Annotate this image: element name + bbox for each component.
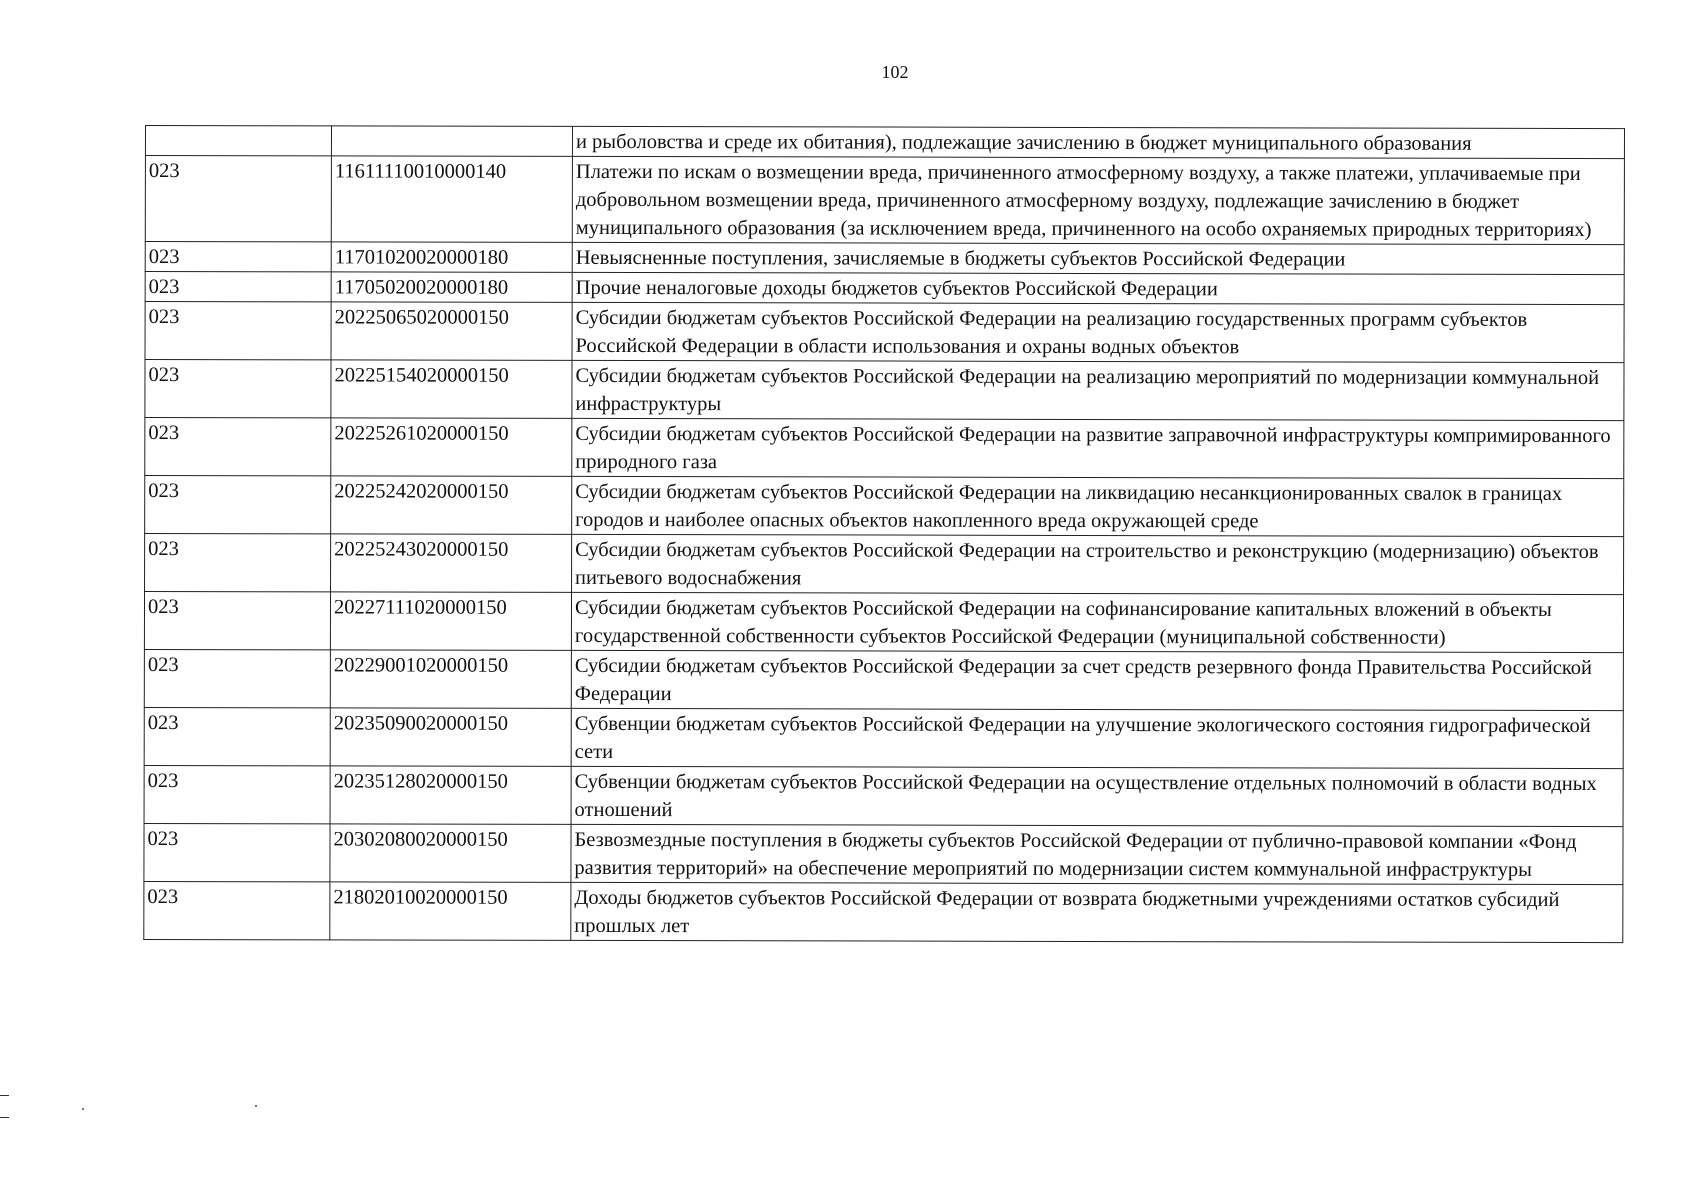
income-name-cell: Субсидии бюджетам субъектов Российской Федерации на ликвидацию несанкционированных свалок в границах городов и наиболее опасных объектов накопленного вреда окружающей среде bbox=[572, 476, 1624, 536]
income-name-cell: Субсидии бюджетам субъектов Российской Федерации на строительство и реконструкцию (модернизацию) объектов питьевого водоснабжения bbox=[572, 534, 1624, 594]
table-row bbox=[145, 360, 1624, 421]
budget-code-cell: 11701020020000180 bbox=[331, 242, 572, 273]
admin-code-cell: 023 bbox=[145, 242, 331, 272]
budget-code-cell: 20229001020000150 bbox=[330, 650, 571, 709]
budget-code-cell: 20235128020000150 bbox=[330, 766, 571, 825]
budget-code-cell: 11611110010000140 bbox=[331, 156, 572, 243]
admin-code-cell: 023 bbox=[144, 707, 330, 765]
budget-code-cell: 20225065020000150 bbox=[331, 302, 572, 361]
income-name-cell: Субсидии бюджетам субъектов Российской Федерации за счет средств резервного фонда Правительства Российской Федерации bbox=[571, 650, 1623, 710]
budget-code-cell: 20225243020000150 bbox=[331, 534, 572, 593]
table-row bbox=[145, 156, 1624, 245]
table-row bbox=[145, 418, 1624, 479]
budget-code-cell bbox=[331, 126, 572, 157]
budget-code-cell: 20227111020000150 bbox=[330, 592, 571, 651]
income-name-cell: Субсидии бюджетам субъектов Российской Федерации на реализацию мероприятий по модернизации коммунальной инфраструктуры bbox=[572, 360, 1624, 420]
admin-code-cell: 023 bbox=[145, 156, 331, 242]
income-name-cell: Платежи по искам о возмещении вреда, причиненного атмосферному воздуху, а также платежи, уплачиваемые при добровольном возмещении вреда, причиненного атмосферному воздуху, подлежащие зачислению в бюджет муниципального образования (за исключением вреда, причиненного на особо охраняемых природных территориях) bbox=[572, 156, 1624, 244]
income-name-cell: Субсидии бюджетам субъектов Российской Федерации на софинансирование капитальных вложений в объекты государственной собственности субъектов Российской Федерации (муниципальной собственности) bbox=[571, 592, 1623, 652]
admin-code-cell bbox=[145, 126, 331, 156]
income-name-cell: Субсидии бюджетам субъектов Российской Федерации на развитие заправочной инфраструктуры компримированного природного газа bbox=[572, 418, 1624, 478]
table-row bbox=[144, 649, 1623, 710]
table-row bbox=[144, 881, 1623, 942]
table-row bbox=[145, 272, 1624, 305]
scan-speck bbox=[82, 1108, 84, 1110]
income-name-cell: Доходы бюджетов субъектов Российской Федерации от возврата бюджетными учреждениями остатков субсидий прошлых лет bbox=[571, 882, 1623, 942]
scan-margin-mark bbox=[0, 1117, 9, 1118]
admin-code-cell: 023 bbox=[144, 649, 330, 707]
admin-code-cell: 023 bbox=[145, 302, 331, 360]
page-number: 102 bbox=[881, 62, 909, 82]
table-body bbox=[144, 126, 1625, 943]
admin-code-cell: 023 bbox=[144, 765, 330, 823]
income-name-cell: Невыясненные поступления, зачисляемые в бюджеты субъектов Российской Федерации bbox=[572, 242, 1624, 274]
table-row bbox=[145, 126, 1624, 159]
admin-code-cell: 023 bbox=[144, 881, 330, 939]
table-row bbox=[144, 592, 1623, 653]
table-row bbox=[145, 242, 1624, 275]
table-row bbox=[144, 765, 1623, 826]
budget-code-cell: 11705020020000180 bbox=[331, 272, 572, 303]
admin-code-cell: 023 bbox=[145, 272, 331, 302]
scan-margin-mark bbox=[0, 1095, 9, 1096]
admin-code-cell: 023 bbox=[145, 534, 331, 592]
budget-code-cell: 20302080020000150 bbox=[330, 824, 571, 883]
scan-speck bbox=[255, 1105, 257, 1107]
budget-code-cell: 20225154020000150 bbox=[331, 360, 572, 419]
income-name-cell: Безвозмездные поступления в бюджеты субъектов Российской Федерации от публично-правовой компании «Фонд развития территорий» на обеспечение мероприятий по модернизации систем коммунальной инфраструктуры bbox=[571, 824, 1623, 884]
admin-code-cell: 023 bbox=[144, 592, 330, 650]
admin-code-cell: 023 bbox=[145, 476, 331, 534]
income-name-cell: и рыболовства и среде их обитания), подлежащие зачислению в бюджет муниципального образования bbox=[572, 126, 1624, 158]
table-row bbox=[145, 476, 1624, 537]
budget-code-cell: 20225242020000150 bbox=[331, 476, 572, 535]
income-name-cell: Субвенции бюджетам субъектов Российской Федерации на осуществление отдельных полномочий в области водных отношений bbox=[571, 766, 1623, 826]
income-name-cell: Субсидии бюджетам субъектов Российской Федерации на реализацию государственных программ субъектов Российской Федерации в области использования и охраны водных объектов bbox=[572, 302, 1624, 362]
admin-code-cell: 023 bbox=[145, 360, 331, 418]
budget-code-cell: 20225261020000150 bbox=[331, 418, 572, 477]
table-row bbox=[144, 823, 1623, 884]
admin-code-cell: 023 bbox=[145, 418, 331, 476]
budget-classification-table bbox=[143, 125, 1625, 943]
table-row bbox=[144, 707, 1623, 768]
income-name-cell: Субвенции бюджетам субъектов Российской Федерации на улучшение экологического состояния гидрографической сети bbox=[571, 708, 1623, 768]
budget-code-cell: 20235090020000150 bbox=[330, 708, 571, 767]
table-row bbox=[145, 534, 1624, 595]
table-row bbox=[145, 302, 1624, 363]
admin-code-cell: 023 bbox=[144, 823, 330, 881]
income-name-cell: Прочие неналоговые доходы бюджетов субъектов Российской Федерации bbox=[572, 272, 1624, 304]
budget-code-cell: 21802010020000150 bbox=[330, 882, 571, 941]
